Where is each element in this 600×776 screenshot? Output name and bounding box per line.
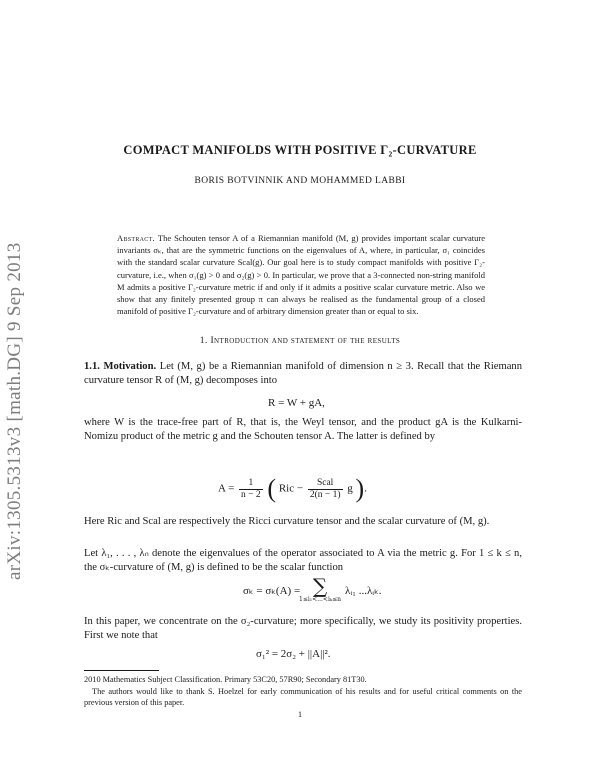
eq2-frac2-den: 2(n − 1) (309, 489, 341, 500)
paragraph-eigenvalues: Let λ₁, . . . , λₙ denote the eigenvalues of the operator associated to A via the metric g. For 1 ≤ k ≤ n, the σₖ-curvature of (M, g) is defined to be the scalar function (84, 548, 522, 573)
abstract-text: The Schouten tensor A of a Riemannian manifold (M, g) provides important scalar curvature invariants σₖ, that are the symmetric functions on the eigenvalues of A, where, in particular, σ₁ coincides with the standard scalar curvature Scal(g). Our goal here is to study compact manifolds with positive Γ₂-curvature, i.e., when σ₁(g) > 0 and σ₂(g) > 0. In particular, we prove that a 3-connected non-string manifold M admits a positive Γ₂-curvature metric if and only if it admits a positive scalar curvature metric. Also we show that any finitely presented group π can always be realised as the fundamental group of a closed manifold of positive Γ₂-curvature and of arbitrary dimension greater than or equal to six. (117, 233, 485, 317)
page-number: 1 (297, 709, 303, 719)
equation-sigma1-squared: σ₁² = 2σ₂ + ||A||². (256, 648, 331, 660)
eq3-limits: 1≤i₁<...<iₖ≤n (299, 596, 341, 603)
eq2-frac1-den: n − 2 (241, 489, 261, 500)
eq2-close-paren: ) (355, 474, 365, 503)
eq2-frac1-num: 1 (239, 478, 263, 490)
abstract (117, 232, 485, 317)
equation-schouten (218, 474, 367, 504)
eq3-rhs: λᵢ₁ ...λᵢₖ. (345, 585, 382, 597)
equation-decomposition: R = W + gA, (268, 397, 325, 409)
motivation-paragraph (84, 360, 522, 388)
section-heading: 1. Introduction and statement of the results (199, 336, 401, 346)
paper-title: COMPACT MANIFOLDS WITH POSITIVE Γ₂-CURVATURE (123, 143, 477, 157)
subsection-text: Let (M, g) be a Riemannian manifold of dimension n ≥ 3. Recall that the Riemann curvature tensor R of (M, g) decomposes into (84, 361, 523, 386)
footnote-rule (84, 670, 159, 671)
eq3-sigma-symbol: ∑ (312, 574, 328, 598)
footnote-msc: 2010 Mathematics Subject Classification. Primary 53C20, 57R90; Secondary 81T30. (84, 675, 367, 684)
eq2-fraction-1 (239, 478, 263, 501)
eq2-open-paren: ( (267, 474, 277, 503)
subsection-number: 1.1. (84, 361, 100, 372)
eq2-ric: Ric − (278, 482, 304, 495)
paragraph-ric-scal: Here Ric and Scal are respectively the Ricci curvature tensor and the scalar curvature of (M, g). (84, 516, 490, 527)
abstract-label: Abstract. (117, 233, 155, 243)
arxiv-stamp: arXiv:1305.5313v3 [math.DG] 9 Sep 2013 (4, 242, 25, 580)
subsection-title: Motivation. (103, 361, 157, 372)
paragraph-weyl: where W is the trace-free part of R, that is, the Weyl tensor, and the product gA is the Kulkarni-Nomizu product of the metric g and the Schouten tensor A. The latter is defined by (84, 417, 522, 442)
paper-authors: BORIS BOTVINNIK AND MOHAMMED LABBI (194, 176, 406, 186)
eq2-g: g (347, 482, 353, 495)
eq2-fraction-2 (308, 478, 343, 501)
eq2-lhs: A = (218, 482, 235, 495)
eq2-frac2-num: Scal (308, 478, 343, 490)
paragraph-sigma2: In this paper, we concentrate on the σ₂-curvature; more specifically, we study its positivity properties. First we note that (84, 616, 522, 641)
eq3-lhs: σₖ = σₖ(A) = (243, 585, 301, 597)
footnote-acknowledgements: The authors would like to thank S. Hoelzel for early communication of his results and for useful critical comments on the previous version of this paper. (84, 687, 522, 707)
eq2-tail: . (364, 482, 367, 495)
